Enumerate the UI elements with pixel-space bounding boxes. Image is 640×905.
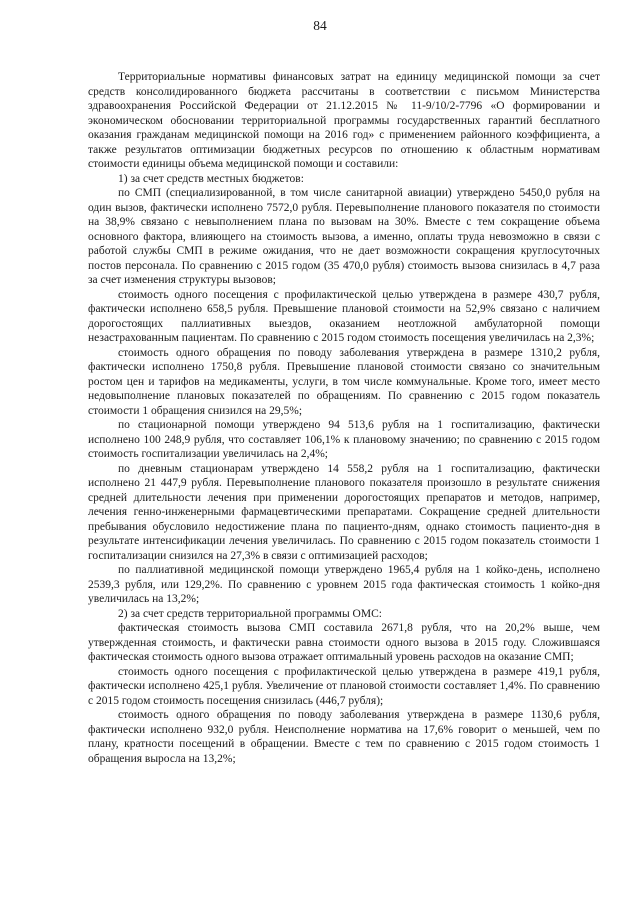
document-body	[88, 70, 600, 766]
list-item-local-budgets: 1) за счет средств местных бюджетов:	[118, 172, 304, 185]
paragraph-inpatient: по стационарной помощи утверждено 94 513,6 рубля на 1 госпитализацию, фактически исполнено 100 248,9 рубля, что составляет 106,1% к плановому значению; по сравнению с 2015 годом стоимость госпитализации увеличилась на 2,4%;	[88, 419, 600, 460]
paragraph-intro: Территориальные нормативы финансовых затрат на единицу медицинской помощи за счет средств консолидированного бюджета рассчитаны в соответствии с письмом Министерства здравоохранения Российской Федерации от 21.12.2015 № 11-9/10/2-7796 «О формировании и экономическом обосновании территориальной программы государственных гарантий бесплатного оказания гражданам медицинской помощи на 2016 год» с применением районного коэффициента, а также результатов оптимизации бюджетных ресурсов по отношению к областным нормативам стоимости единицы объема медицинской помощи и составили:	[88, 71, 600, 170]
paragraph-day-hospital: по дневным стационарам утверждено 14 558,2 рубля на 1 госпитализацию, фактически исполнено 21 447,9 рубля. Перевыполнение планового показателя произошло в результате снижения средней длительности лечения при применении дорогостоящих препаратов и методов, например, лечения генно-инженерными фармацевтическими препаратами. Сокращение средней длительности пребывания обусловило недостижение плана по пациенто-дням, однако стоимость пациенто-дня в результате интенсификации лечения увеличилась. По сравнению с 2015 годом показатель стоимости 1 госпитализации снизился на 27,3% в связи с оптимизацией расходов;	[88, 462, 600, 562]
paragraph-oms-disease-visit: стоимость одного обращения по поводу заболевания утверждена в размере 1130,6 рубля, фактически исполнено 932,0 рубля. Неисполнение норматива на 17,6% говорит о меньшей, чем по плану, кратности посещений в обращении. Вместе с тем по сравнению с 2015 годом стоимость 1 обращения выросла на 13,2%;	[88, 709, 600, 765]
paragraph-disease-visit: стоимость одного обращения по поводу заболевания утверждена в размере 1310,2 рубля, фактически исполнено 1750,8 рубля. Превышение плановой стоимости связано со значительным ростом цен и тарифов на медикаменты, услуги, в том числе коммунальные. Кроме того, имеет место недовыполнение плановых показателей по обращениям. По сравнению с 2015 годом показатель стоимости 1 обращения снизился на 29,5%;	[88, 346, 600, 417]
paragraph-smp: по СМП (специализированной, в том числе санитарной авиации) утверждено 5450,0 рубля на один вызов, фактически исполнено 7572,0 рубля. Перевыполнение планового показателя по стоимости на 38,9% связано с невыполнением плана по вызовам на 30%. Вместе с тем сокращение объема основного фактора, влияющего на стоимость вызова, а именно, оплаты труда невозможно в связи с работой службы СМП в режиме ожидания, что не дает возможности сокращения круглосуточных постов персонала. По сравнению с 2015 годом (35 470,0 рубля) стоимость вызова снизилась в 4,7 раза за счет изменения структуры вызовов;	[88, 187, 600, 286]
paragraph-oms-preventive-visit: стоимость одного посещения с профилактической целью утверждена в размере 419,1 рубля, фактически исполнено 425,1 рубля. Увеличение от плановой стоимости составляет 1,4%. По сравнению с 2015 годом стоимость посещения снизилась (446,7 рубля);	[88, 665, 600, 707]
list-item-oms-program: 2) за счет средств территориальной программы ОМС:	[118, 607, 382, 620]
page-number: 84	[313, 18, 327, 33]
paragraph-preventive-visit: стоимость одного посещения с профилактической целью утверждена в размере 430,7 рубля, фактически исполнено 658,5 рубля. Превышение плановой стоимости на 52,9% связано с наличием дорогостоящих паллиативных выездов, оказанием неотложной амбулаторной помощи незастрахованным пациентам. По сравнению с 2015 годом стоимость посещения увеличилась на 2,3%;	[88, 288, 600, 344]
paragraph-palliative: по паллиативной медицинской помощи утверждено 1965,4 рубля на 1 койко-день, исполнено 2539,3 рубля, или 129,2%. По сравнению с уровнем 2015 года фактическая стоимость 1 койко-дня увеличилась на 13,2%;	[88, 564, 600, 605]
paragraph-oms-smp: фактическая стоимость вызова СМП составила 2671,8 рубля, что на 20,2% выше, чем утвержденная стоимость, и фактически равна стоимости одного вызова в 2015 году. Сложившаяся фактическая стоимость одного вызова отражает оптимальный уровень расходов на оказание СМП;	[88, 622, 600, 663]
